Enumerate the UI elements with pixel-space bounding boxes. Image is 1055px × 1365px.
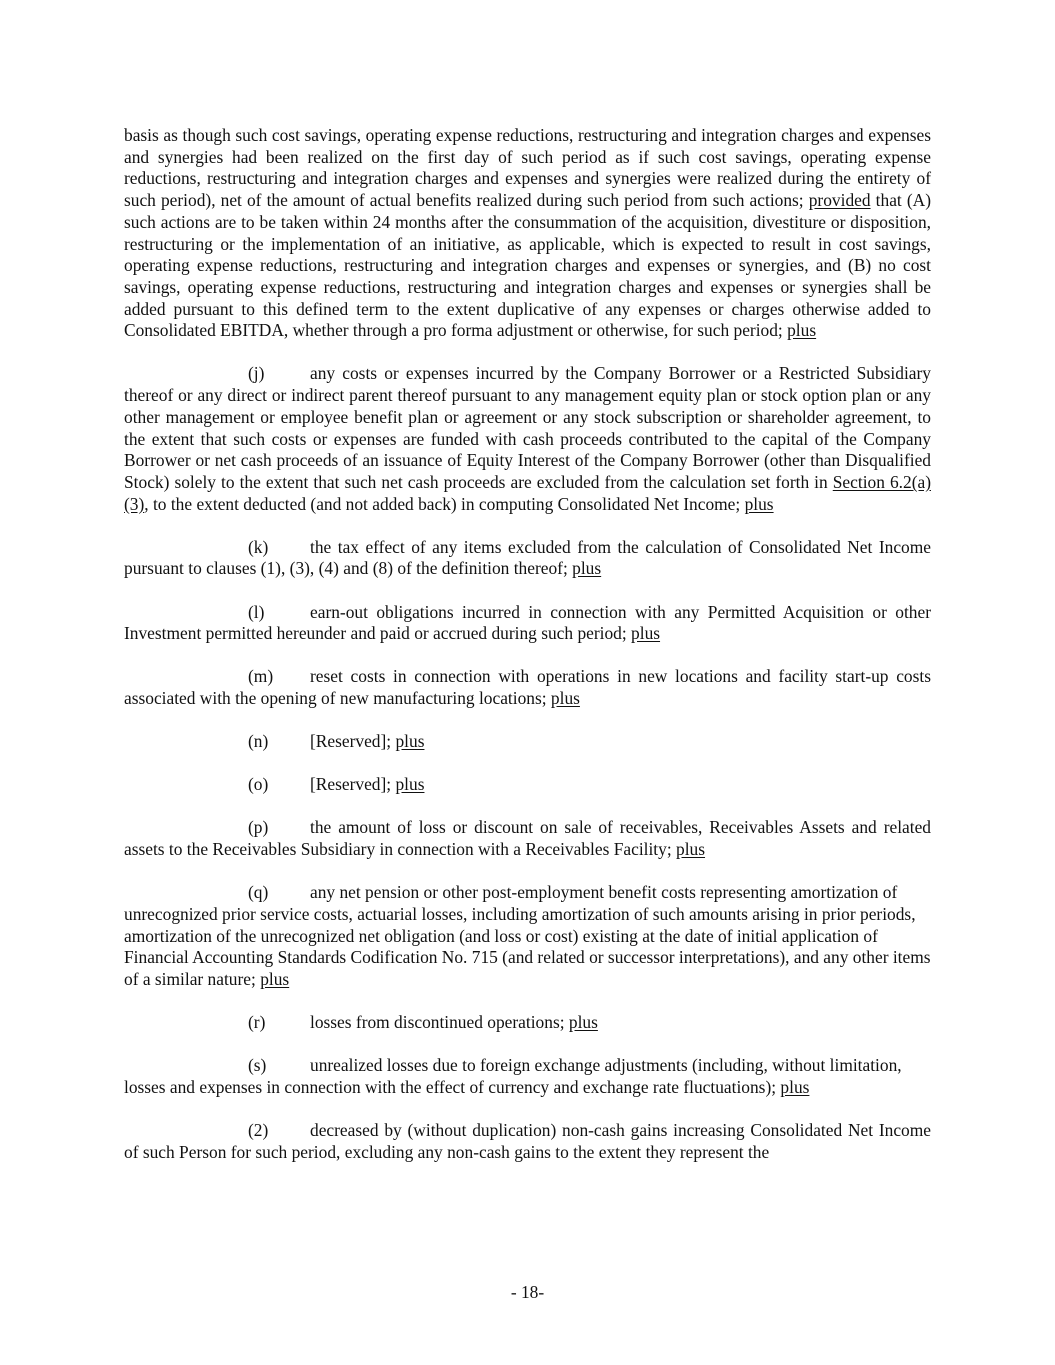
clause-label: (o) xyxy=(248,774,269,795)
plus-term: plus xyxy=(631,623,661,644)
clause-s xyxy=(124,1055,931,1098)
clause-l xyxy=(124,602,931,645)
clause-m xyxy=(124,666,931,709)
clause-text: reset costs in connection with operations in new locations and facility start-up costs associated with the opening of new manufacturing locations; xyxy=(124,666,931,709)
document-page xyxy=(124,125,931,1185)
plus-term: plus xyxy=(744,493,774,514)
clause-text: earn-out obligations incurred in connection with any Permitted Acquisition or other Investment permitted hereunder and paid or accrued during such period; xyxy=(124,601,931,644)
intro-text-b: that (A) such actions are to be taken within 24 months after the consummation of the acquisition, divestiture or disposition, restructuring or the implementation of an initiative, as applicable, which is expected to result in cost savings, operating expense reductions, restructuring and integration charges and expenses or synergies, and (B) no cost savings, operating expense reductions, restructuring and integration charges and expenses or synergies shall be added pursuant to this defined term to the extent duplicative of any expenses or charges otherwise added to Consolidated EBITDA, whether through a pro forma adjustment or otherwise, for such period; xyxy=(124,190,931,341)
clause-q xyxy=(124,882,931,991)
intro-text-a: basis as though such cost savings, operating expense reductions, restructuring and integration charges and expenses and synergies had been realized on the first day of such period as if such cost savings, operating expense reductions, restructuring and integration charges and expenses and synergies were realized during the entirety of such period), net of the amount of actual benefits realized during such period from such actions; xyxy=(124,125,931,211)
section-reference: Section 6.2(a)(3) xyxy=(124,471,931,514)
plus-term: plus xyxy=(550,688,580,709)
clause-text: decreased by (without duplication) non-cash gains increasing Consolidated Net Income of such Person for such period, excluding any non-cash gains to the extent they represent the xyxy=(124,1119,931,1162)
clause-text: [Reserved]; xyxy=(310,731,396,752)
clause-label: (l) xyxy=(248,601,265,622)
plus-term: plus xyxy=(572,558,602,579)
clause-n xyxy=(124,731,931,753)
provided-term: provided xyxy=(808,190,871,211)
intro-paragraph xyxy=(124,125,931,342)
clause-label: (m) xyxy=(248,666,274,687)
clause-label: (q) xyxy=(248,882,269,903)
plus-term: plus xyxy=(260,968,290,989)
clause-text: losses from discontinued operations; xyxy=(310,1012,569,1033)
clause-2 xyxy=(124,1120,931,1163)
clause-label: (2) xyxy=(248,1119,269,1140)
clause-text: the tax effect of any items excluded from the calculation of Consolidated Net Income pursuant to clauses (1), (3), (4) and (8) of the definition thereof; xyxy=(124,536,931,579)
plus-term: plus xyxy=(568,1012,598,1033)
clause-text: the amount of loss or discount on sale of receivables, Receivables Assets and related assets to the Receivables Subsidiary in connection with a Receivables Facility; xyxy=(124,817,931,860)
clause-o xyxy=(124,774,931,796)
clause-j-text-b: , to the extent deducted (and not added back) in computing Consolidated Net Income; xyxy=(144,493,745,514)
plus-term: plus xyxy=(395,731,425,752)
plus-term: plus xyxy=(780,1076,810,1097)
clause-j xyxy=(124,363,931,515)
clause-label: (j) xyxy=(248,363,265,384)
clause-label: (p) xyxy=(248,817,269,838)
clause-label: (k) xyxy=(248,536,269,557)
clause-k xyxy=(124,537,931,580)
clause-text: unrealized losses due to foreign exchange adjustments (including, without limitation, losses and expenses in connection with the effect of currency and exchange rate fluctuations); xyxy=(124,1055,902,1097)
clause-label: (n) xyxy=(248,731,269,752)
plus-term: plus xyxy=(395,774,425,795)
clause-r xyxy=(124,1012,931,1034)
clause-label: (s) xyxy=(248,1055,267,1076)
clause-text: any net pension or other post-employment benefit costs representing amortization of unrecognized prior service costs, actuarial losses, including amortization of such amounts arising in prior periods, amortization of the unrecognized net obligation (and loss or cost) existing at the date of initial application of Financial Accounting Standards Codification No. 715 (and related or successor interpretations), and any other items of a similar nature; xyxy=(124,882,931,989)
page-number: - 18- xyxy=(510,1282,545,1302)
plus-term: plus xyxy=(676,839,706,860)
clause-p xyxy=(124,817,931,860)
plus-term: plus xyxy=(787,320,817,341)
clause-j-text-a: any costs or expenses incurred by the Company Borrower or a Restricted Subsidiary thereof or any direct or indirect parent thereof pursuant to any management equity plan or stock option plan or any other management or employee benefit plan or agreement or any stock subscription or shareholder agreement, to the extent that such costs or expenses are funded with cash proceeds contributed to the capital of the Company Borrower or net cash proceeds of an issuance of Equity Interest of the Company Borrower (other than Disqualified Stock) solely to the extent that such net cash proceeds are excluded from the calculation set forth in xyxy=(124,363,931,492)
clause-text: [Reserved]; xyxy=(310,774,396,795)
clause-label: (r) xyxy=(248,1012,266,1033)
